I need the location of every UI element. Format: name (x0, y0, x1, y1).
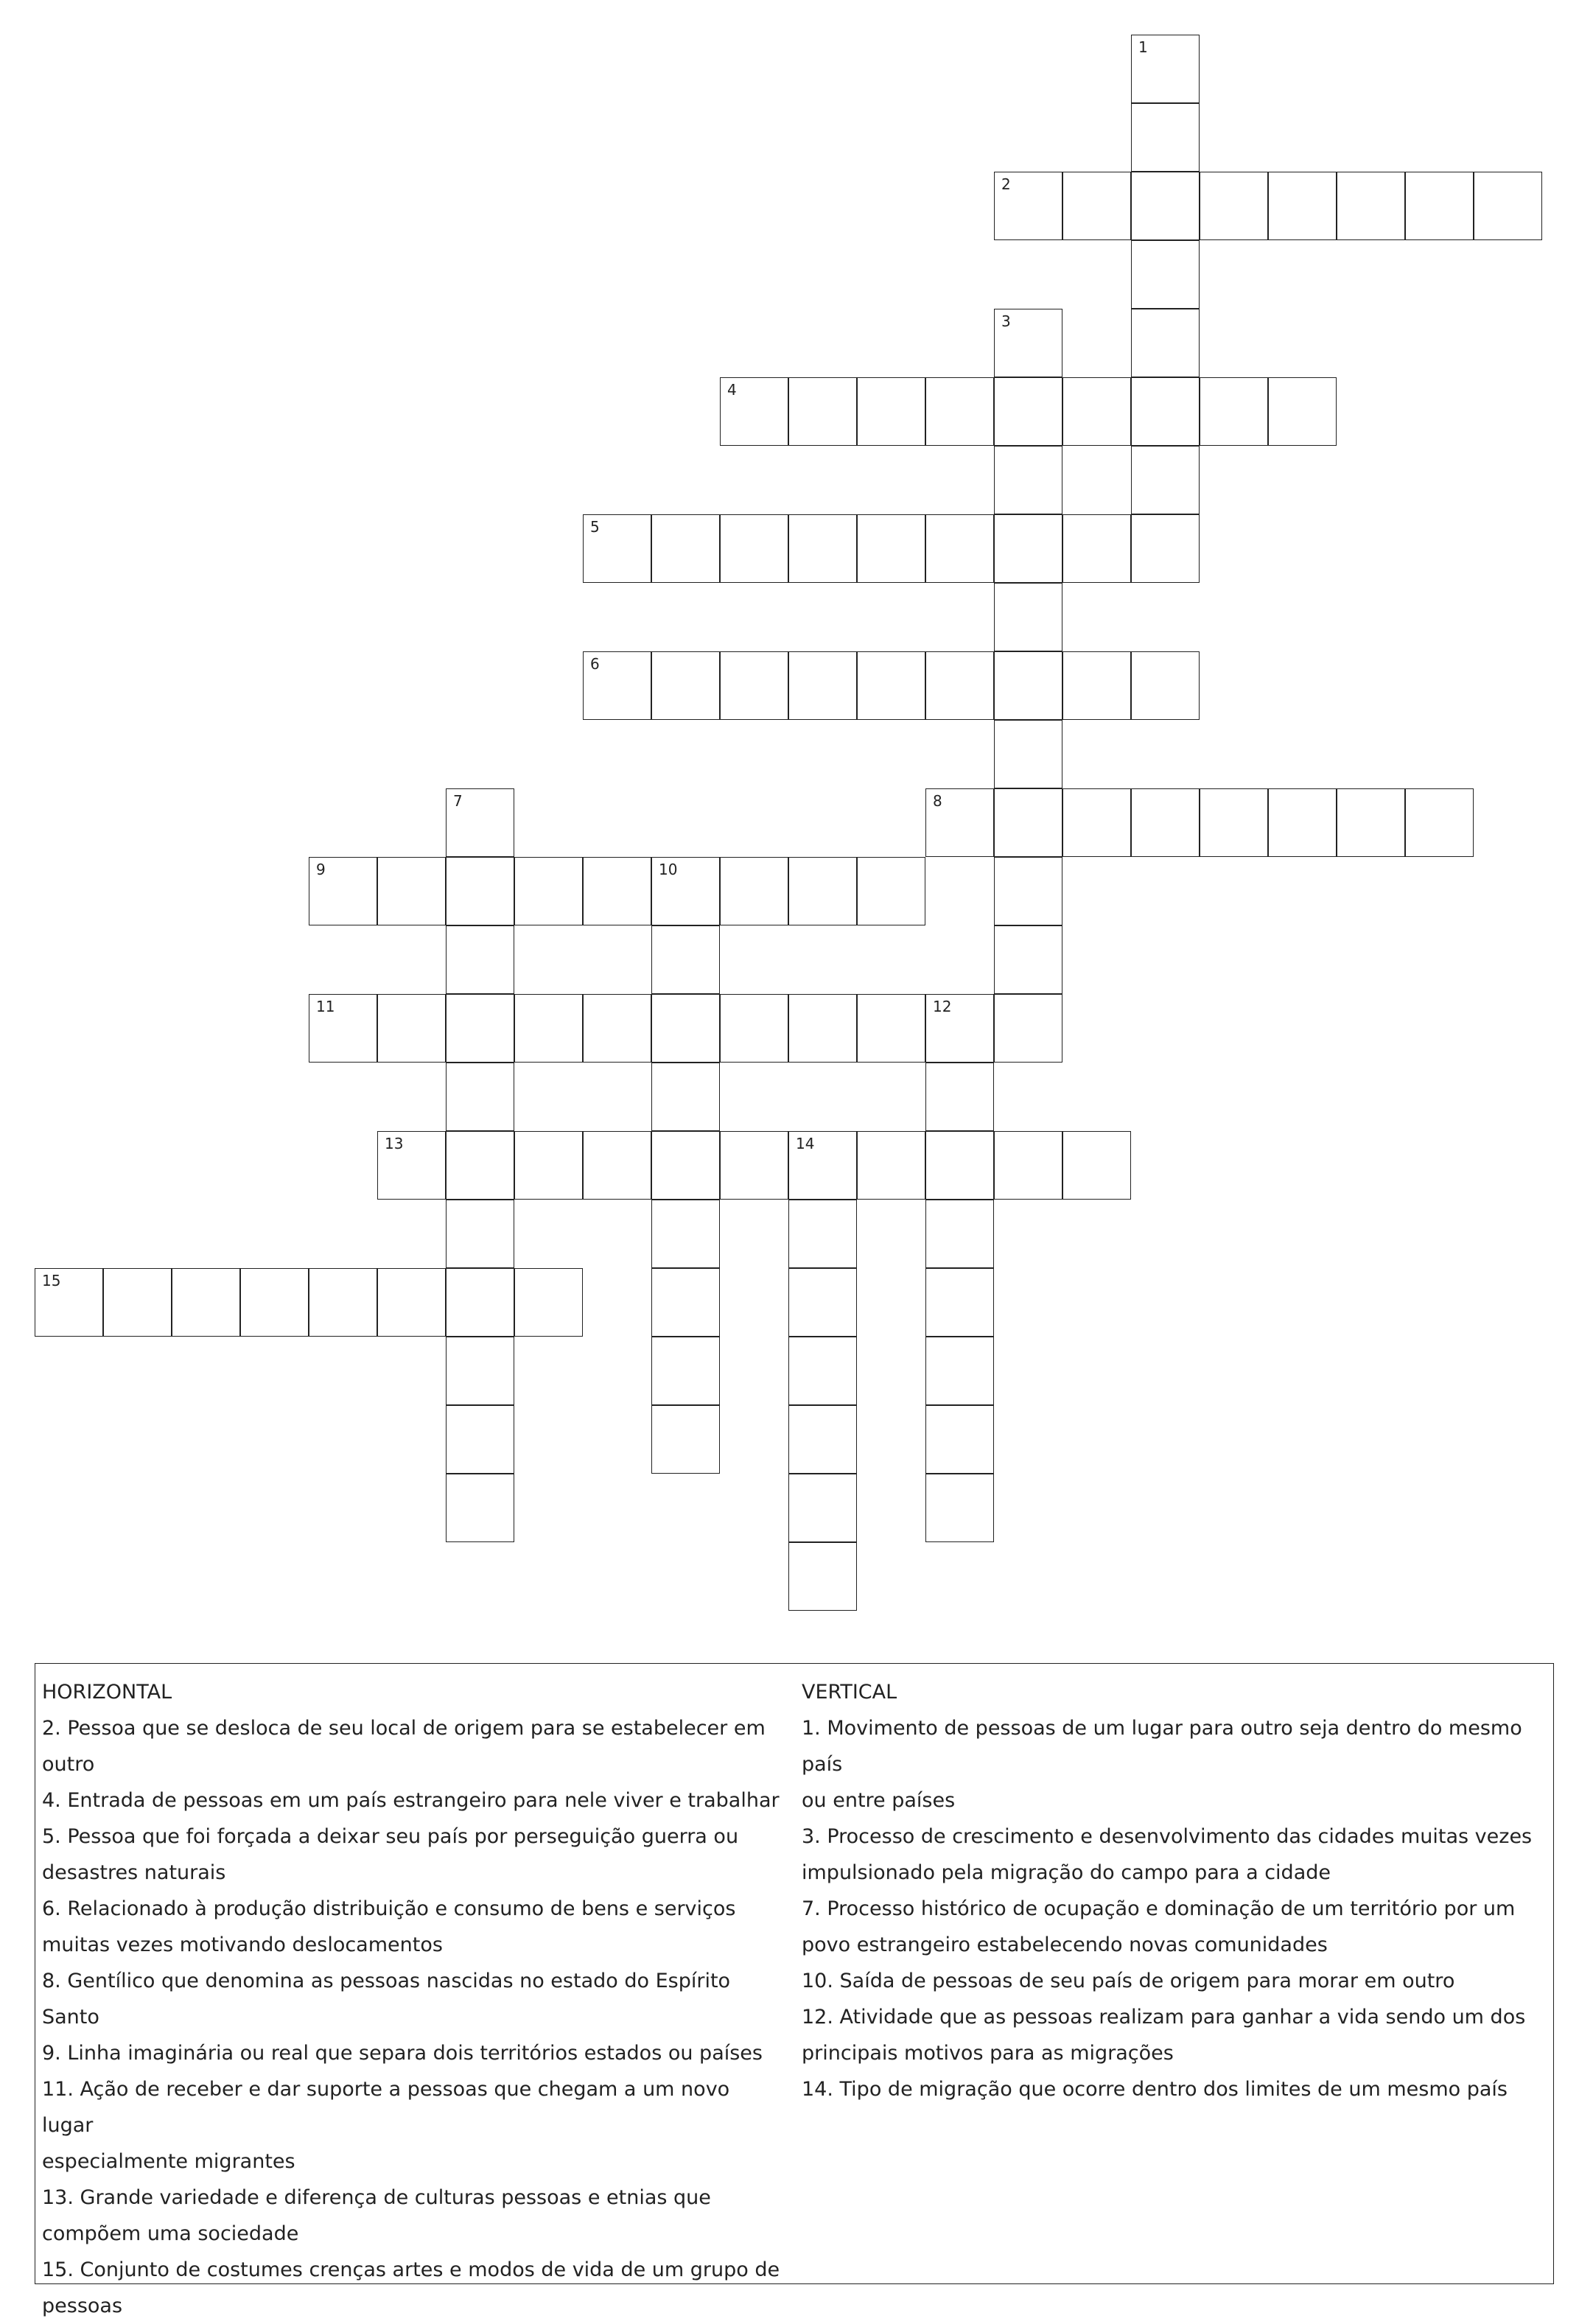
crossword-cell[interactable] (788, 1474, 857, 1542)
crossword-cell[interactable] (1131, 309, 1200, 377)
crossword-cell[interactable] (994, 583, 1062, 651)
crossword-cell[interactable] (1474, 172, 1542, 240)
crossword-cell[interactable] (172, 1268, 240, 1337)
crossword-cell[interactable] (446, 1063, 514, 1131)
crossword-cell[interactable] (857, 857, 925, 925)
crossword-cell[interactable] (446, 925, 514, 994)
clue-line: 14. Tipo de migração que ocorre dentro dos limites de um mesmo país (802, 2078, 1508, 2101)
crossword-cell[interactable] (925, 788, 994, 857)
crossword-cell[interactable] (788, 377, 857, 446)
crossword-cell[interactable] (925, 1268, 994, 1337)
crossword-cell[interactable] (788, 651, 857, 720)
crossword-cell[interactable] (788, 994, 857, 1063)
crossword-cell[interactable] (446, 1405, 514, 1474)
clue-number: 13 (385, 1135, 404, 1152)
crossword-cell[interactable] (1131, 377, 1200, 446)
crossword-cell[interactable] (240, 1268, 309, 1337)
clue-number: 8 (933, 792, 942, 810)
crossword-cell[interactable] (925, 651, 994, 720)
crossword-cell[interactable] (1062, 651, 1131, 720)
clue-line: 13. Grande variedade e diferença de culturas pessoas e etnias que (42, 2186, 711, 2209)
crossword-cell[interactable] (720, 651, 788, 720)
horizontal-title: HORIZONTAL (42, 1681, 172, 1704)
crossword-cell[interactable] (514, 1131, 583, 1200)
crossword-cell[interactable] (1268, 788, 1337, 857)
clue-line: 4. Entrada de pessoas em um país estrangeiro para nele viver e trabalhar (42, 1789, 780, 1812)
clue-line: 1. Movimento de pessoas de um lugar para outro seja dentro do mesmo país (802, 1717, 1522, 1776)
clue-number: 7 (453, 792, 463, 810)
crossword-cell[interactable] (720, 1131, 788, 1200)
crossword-cell[interactable] (651, 651, 720, 720)
crossword-cell[interactable] (994, 514, 1062, 583)
clue-line: muitas vezes motivando deslocamentos (42, 1933, 443, 1956)
crossword-cell[interactable] (1131, 172, 1200, 240)
crossword-cell[interactable] (103, 1268, 172, 1337)
crossword-cell[interactable] (377, 1268, 446, 1337)
crossword-cell[interactable] (514, 1268, 583, 1337)
crossword-cell[interactable] (1131, 240, 1200, 309)
crossword-cell[interactable] (1337, 788, 1405, 857)
crossword-cell[interactable] (994, 788, 1062, 857)
vertical-clues (802, 1674, 1546, 2107)
crossword-cell[interactable] (446, 788, 514, 857)
crossword-cell[interactable] (788, 514, 857, 583)
clue-line: 6. Relacionado à produção distribuição e consumo de bens e serviços (42, 1897, 736, 1920)
crossword-cell[interactable] (377, 1131, 446, 1200)
crossword-cell[interactable] (720, 994, 788, 1063)
crossword-cell[interactable] (925, 1200, 994, 1268)
crossword-cell[interactable] (925, 1474, 994, 1542)
crossword-cell[interactable] (514, 857, 583, 925)
clue-line: 12. Atividade que as pessoas realizam para ganhar a vida sendo um dos (802, 2006, 1526, 2029)
crossword-cell[interactable] (1131, 514, 1200, 583)
clue-line: 2. Pessoa que se desloca de seu local de origem para se estabelecer em (42, 1717, 766, 1740)
clue-number: 14 (796, 1135, 815, 1152)
crossword-cell[interactable] (446, 1337, 514, 1405)
clue-line: outro (42, 1753, 95, 1776)
crossword-cell[interactable] (1131, 788, 1200, 857)
clue-line: povo estrangeiro estabelecendo novas comunidades (802, 1933, 1328, 1956)
crossword-cell[interactable] (35, 1268, 103, 1337)
crossword-cell[interactable] (446, 1474, 514, 1542)
clue-line: especialmente migrantes (42, 2150, 295, 2173)
clue-line: ou entre países (802, 1789, 956, 1812)
vertical-title: VERTICAL (802, 1681, 897, 1704)
crossword-cell[interactable] (788, 1542, 857, 1611)
clue-line: desastres naturais (42, 1861, 226, 1884)
clue-number: 5 (590, 518, 600, 536)
clue-number: 15 (42, 1272, 61, 1289)
clue-number: 4 (727, 381, 737, 399)
crossword-cell[interactable] (651, 1063, 720, 1131)
clue-number: 12 (933, 998, 952, 1015)
crossword-cell[interactable] (309, 994, 377, 1063)
crossword-cell[interactable] (583, 651, 651, 720)
clues-box (35, 1663, 1554, 2317)
crossword-cell[interactable] (1131, 103, 1200, 172)
crossword-cell[interactable] (651, 994, 720, 1063)
crossword-cell[interactable] (788, 1268, 857, 1337)
crossword-cell[interactable] (994, 309, 1062, 377)
crossword-cell[interactable] (1062, 172, 1131, 240)
clue-line: 7. Processo histórico de ocupação e dominação de um território por um (802, 1897, 1516, 1920)
clue-line: 10. Saída de pessoas de seu país de origem para morar em outro (802, 1970, 1455, 1992)
crossword-cell[interactable] (446, 1268, 514, 1337)
crossword-cell[interactable] (925, 1337, 994, 1405)
crossword-cell[interactable] (1062, 788, 1131, 857)
crossword-cell[interactable] (309, 1268, 377, 1337)
clue-number: 3 (1001, 312, 1011, 330)
clue-line: 8. Gentílico que denomina as pessoas nascidas no estado do Espírito Santo (42, 1970, 731, 2029)
crossword-cell[interactable] (788, 857, 857, 925)
crossword-cell[interactable] (994, 994, 1062, 1063)
crossword-cell[interactable] (1062, 514, 1131, 583)
crossword-cell[interactable] (1405, 788, 1474, 857)
crossword-cell[interactable] (857, 994, 925, 1063)
crossword-cell[interactable] (857, 1131, 925, 1200)
crossword-cell[interactable] (788, 1405, 857, 1474)
crossword-cell[interactable] (788, 1200, 857, 1268)
crossword-cell[interactable] (377, 857, 446, 925)
crossword-cell[interactable] (583, 514, 651, 583)
clue-line: 5. Pessoa que foi forçada a deixar seu país por perseguição guerra ou (42, 1825, 739, 1848)
crossword-cell[interactable] (720, 514, 788, 583)
clue-number: 1 (1138, 38, 1148, 56)
clue-line: 11. Ação de receber e dar suporte a pessoas que chegam a um novo lugar (42, 2078, 730, 2137)
clue-line: principais motivos para as migrações (802, 2042, 1174, 2065)
clue-line: 3. Processo de crescimento e desenvolvimento das cidades muitas vezes (802, 1825, 1533, 1848)
crossword-cell[interactable] (446, 1200, 514, 1268)
clue-number: 11 (316, 998, 335, 1015)
crossword-cell[interactable] (788, 1131, 857, 1200)
crossword-cell[interactable] (651, 1405, 720, 1474)
crossword-cell[interactable] (994, 377, 1062, 446)
crossword-cell[interactable] (1062, 1131, 1131, 1200)
crossword-cell[interactable] (788, 1337, 857, 1405)
crossword-cell[interactable] (1268, 377, 1337, 446)
crossword-cell[interactable] (925, 1131, 994, 1200)
clue-number: 2 (1001, 175, 1011, 193)
clue-line: 15. Conjunto de costumes crenças artes e modos de vida de um grupo de (42, 2258, 780, 2281)
crossword-cell[interactable] (446, 994, 514, 1063)
crossword-cell[interactable] (651, 857, 720, 925)
crossword-cell[interactable] (994, 925, 1062, 994)
crossword-cell[interactable] (994, 651, 1062, 720)
crossword-cell[interactable] (1131, 35, 1200, 103)
clue-line: pessoas (42, 2295, 123, 2317)
crossword-cell[interactable] (1337, 172, 1405, 240)
crossword-cell[interactable] (651, 514, 720, 583)
clue-line: 9. Linha imaginária ou real que separa dois territórios estados ou países (42, 2042, 763, 2065)
crossword-cell[interactable] (925, 377, 994, 446)
clue-line: compõem uma sociedade (42, 2222, 299, 2245)
crossword-cell[interactable] (583, 857, 651, 925)
crossword-cell[interactable] (925, 994, 994, 1063)
crossword-cell[interactable] (857, 514, 925, 583)
crossword-cell[interactable] (446, 857, 514, 925)
clue-number: 9 (316, 861, 326, 878)
crossword-cell[interactable] (1200, 377, 1268, 446)
crossword-cell[interactable] (720, 857, 788, 925)
clue-line: impulsionado pela migração do campo para a cidade (802, 1861, 1331, 1884)
horizontal-clues (42, 1674, 786, 2324)
crossword-cell[interactable] (446, 1131, 514, 1200)
crossword-cell[interactable] (583, 994, 651, 1063)
crossword-cell[interactable] (651, 1268, 720, 1337)
crossword-cell[interactable] (583, 1131, 651, 1200)
clue-number: 6 (590, 655, 600, 673)
crossword-cell[interactable] (309, 857, 377, 925)
crossword-cell[interactable] (651, 1200, 720, 1268)
crossword-cell[interactable] (994, 172, 1062, 240)
crossword-cell[interactable] (377, 994, 446, 1063)
crossword-cell[interactable] (1062, 377, 1131, 446)
crossword-cell[interactable] (651, 1337, 720, 1405)
crossword-cell[interactable] (1200, 788, 1268, 857)
crossword-cell[interactable] (651, 1131, 720, 1200)
crossword-cell[interactable] (1131, 446, 1200, 514)
crossword-cell[interactable] (994, 857, 1062, 925)
crossword-cell[interactable] (720, 377, 788, 446)
crossword-cell[interactable] (925, 1063, 994, 1131)
crossword-cell[interactable] (1200, 172, 1268, 240)
crossword-cell[interactable] (1131, 651, 1200, 720)
crossword-cell[interactable] (925, 1405, 994, 1474)
crossword-cell[interactable] (925, 514, 994, 583)
clue-number: 10 (659, 861, 678, 878)
crossword-cell[interactable] (857, 651, 925, 720)
crossword-cell[interactable] (857, 377, 925, 446)
crossword-cell[interactable] (514, 994, 583, 1063)
crossword-cell[interactable] (1268, 172, 1337, 240)
crossword-cell[interactable] (1405, 172, 1474, 240)
crossword-cell[interactable] (994, 1131, 1062, 1200)
crossword-cell[interactable] (994, 446, 1062, 514)
crossword-cell[interactable] (994, 720, 1062, 788)
crossword-cell[interactable] (651, 925, 720, 994)
